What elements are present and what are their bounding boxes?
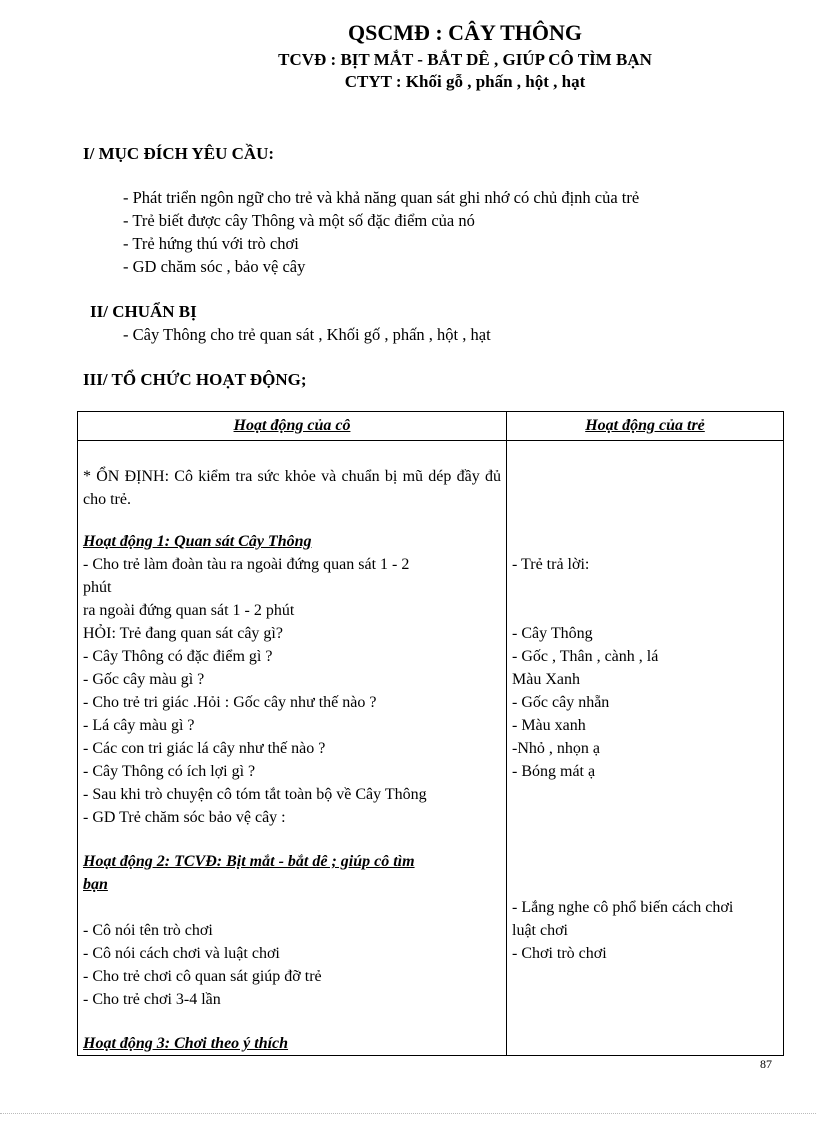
hd1-line: - Gốc cây màu gì ? bbox=[83, 671, 205, 688]
section1-item: - Phát triển ngôn ngữ cho trẻ và khả năng quan sát ghi nhớ có chủ định của trẻ bbox=[123, 188, 640, 207]
child-line: -Nhỏ , nhọn ạ bbox=[512, 740, 600, 757]
child-line: - Gốc cây nhẵn bbox=[512, 694, 610, 711]
hd1-line: - Cho trẻ tri giác .Hỏi : Gốc cây như thế nào ? bbox=[83, 694, 377, 711]
section2-heading: II/ CHUẨN BỊ bbox=[90, 302, 197, 321]
hd2-line: - Cho trẻ chơi cô quan sát giúp đỡ trẻ bbox=[83, 968, 322, 985]
activity-2-title-cont: bạn bbox=[83, 876, 108, 893]
hd2-line: - Cô nói tên trò chơi bbox=[83, 922, 213, 939]
hd1-line: - Các con tri giác lá cây như thế nào ? bbox=[83, 740, 326, 757]
hd1-line: - Sau khi trò chuyện cô tóm tắt toàn bộ về Cây Thông bbox=[83, 786, 427, 803]
hd1-line: - Cho trẻ làm đoàn tàu ra ngoài đứng quan sát 1 - 2 bbox=[83, 556, 410, 573]
activity-table bbox=[77, 411, 784, 1056]
hd1-line: - Cây Thông có ích lợi gì ? bbox=[83, 763, 256, 780]
child-line: - Lắng nghe cô phổ biến cách chơi bbox=[512, 899, 734, 916]
section1-item: - GD chăm sóc , bảo vệ cây bbox=[123, 257, 306, 276]
activity-3-title: Hoạt động 3: Chơi theo ý thích bbox=[83, 1035, 289, 1052]
page-subtitle: TCVĐ : BỊT MẮT - BẮT DÊ , GIÚP CÔ TÌM BẠN bbox=[278, 50, 652, 69]
child-column bbox=[507, 441, 783, 1055]
page-bottom-divider bbox=[0, 1113, 816, 1114]
section3-heading: III/ TỔ CHỨC HOẠT ĐỘNG; bbox=[83, 370, 307, 389]
child-line: - Cây Thông bbox=[512, 625, 593, 642]
hd1-line: - GD Trẻ chăm sóc bảo vệ cây : bbox=[83, 809, 286, 826]
section1-item: - Trẻ biết được cây Thông và một số đặc điểm của nó bbox=[123, 211, 475, 230]
hd1-line: - Lá cây màu gì ? bbox=[83, 717, 195, 734]
child-line: luật chơi bbox=[512, 922, 568, 939]
section1-heading: I/ MỤC ĐÍCH YÊU CẦU: bbox=[83, 144, 275, 163]
teacher-column bbox=[78, 441, 506, 1055]
child-line: Màu Xanh bbox=[512, 671, 580, 688]
activity-1-title: Hoạt động 1: Quan sát Cây Thông bbox=[83, 533, 312, 550]
hd1-line: HỎI: Trẻ đang quan sát cây gì? bbox=[83, 625, 283, 642]
hd1-line: phút bbox=[83, 579, 112, 596]
on-dinh-text: * ỔN ĐỊNH: Cô kiểm tra sức khỏe và chuẩn bị mũ dép đầy đủ cho trẻ. bbox=[83, 468, 501, 508]
section1-item: - Trẻ hứng thú với trò chơi bbox=[123, 234, 299, 253]
activity-2-title: Hoạt động 2: TCVĐ: Bịt mắt - bắt dê ; giúp cô tìm bbox=[83, 853, 415, 870]
child-line: - Màu xanh bbox=[512, 717, 586, 734]
section2-item: - Cây Thông cho trẻ quan sát , Khối gố , phấn , hột , hạt bbox=[123, 325, 491, 344]
hd1-line: - Cây Thông có đặc điểm gì ? bbox=[83, 648, 273, 665]
child-line: - Bóng mát ạ bbox=[512, 763, 596, 780]
page-number: 87 bbox=[760, 1057, 772, 1071]
child-line: - Gốc , Thân , cành , lá bbox=[512, 648, 659, 665]
col-header-teacher: Hoạt động của cô bbox=[78, 412, 507, 441]
hd2-line: - Cô nói cách chơi và luật chơi bbox=[83, 945, 280, 962]
page-subtitle-2: CTYT : Khối gỗ , phấn , hột , hạt bbox=[344, 72, 586, 91]
child-line: - Chơi trò chơi bbox=[512, 945, 607, 962]
page-title: QSCMĐ : CÂY THÔNG bbox=[347, 20, 583, 45]
hd1-line: ra ngoài đứng quan sát 1 - 2 phút bbox=[83, 602, 295, 619]
col-header-child: Hoạt động của trẻ bbox=[507, 412, 784, 441]
hd2-line: - Cho trẻ chơi 3-4 lần bbox=[83, 991, 221, 1008]
child-line: - Trẻ trả lời: bbox=[512, 556, 590, 573]
